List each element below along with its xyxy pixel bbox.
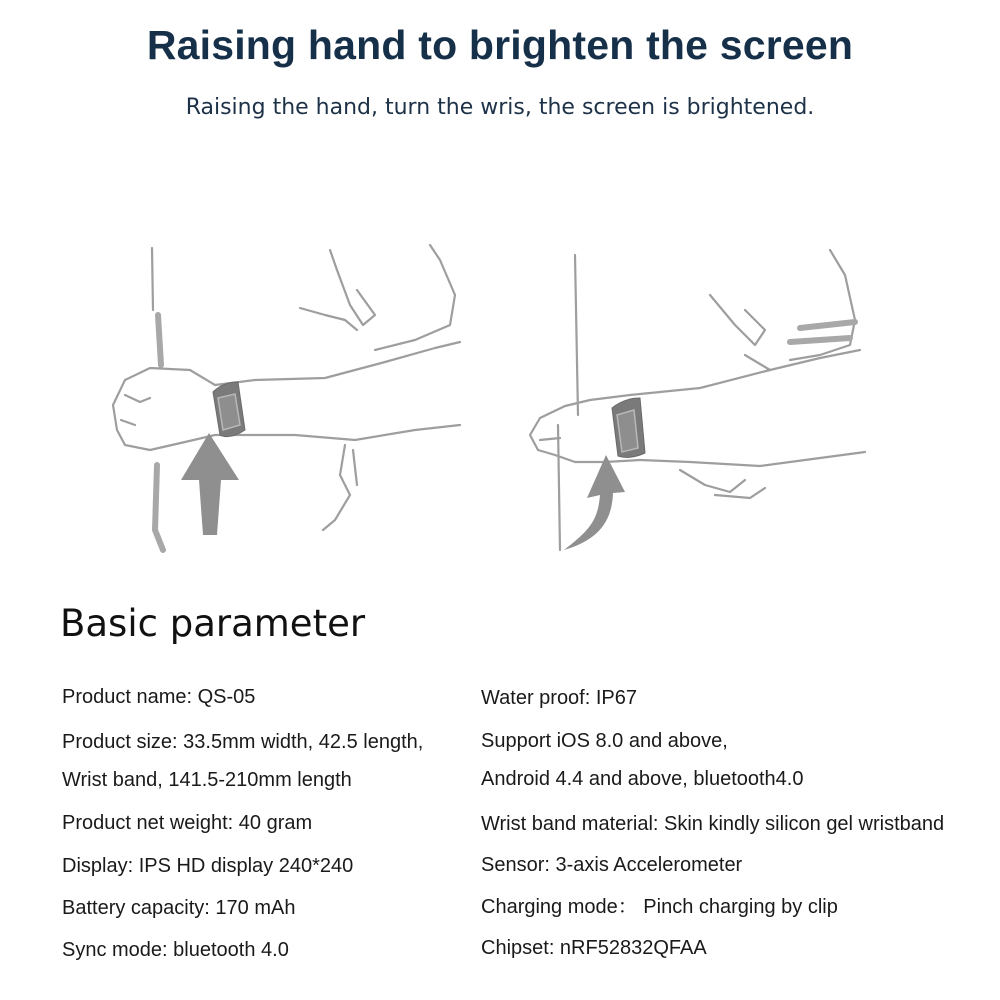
param-chipset: Chipset: nRF52832QFAA — [481, 937, 707, 959]
param-ios-support: Support iOS 8.0 and above, — [481, 730, 728, 752]
param-battery-capacity: Battery capacity: 170 mAh — [62, 897, 296, 919]
section-heading-basic-parameter: Basic parameter — [60, 602, 366, 645]
param-water-proof: Water proof: IP67 — [481, 687, 637, 709]
param-sensor: Sensor: 3-axis Accelerometer — [481, 854, 743, 876]
param-display: Display: IPS HD display 240*240 — [62, 855, 354, 877]
wrist-raise-illustration — [95, 230, 485, 570]
page-title: Raising hand to brighten the screen — [146, 22, 854, 68]
arm-sketch — [113, 245, 460, 550]
param-product-size: Product size: 33.5mm width, 42.5 length, — [62, 731, 424, 753]
param-android-support: Android 4.4 and above, bluetooth4.0 — [481, 768, 804, 790]
arm-sketch — [530, 250, 865, 550]
param-net-weight: Product net weight: 40 gram — [62, 812, 313, 834]
param-wrist-band-length: Wrist band, 141.5-210mm length — [62, 769, 352, 791]
arrow-up-icon — [181, 433, 239, 535]
param-product-name: Product name: QS-05 — [62, 686, 256, 708]
param-band-material: Wrist band material: Skin kindly silicon gel wristband — [481, 813, 945, 835]
watch-band — [612, 398, 645, 457]
page-subtitle: Raising the hand, turn the wris, the screen is brightened. — [185, 95, 815, 120]
param-charging-mode: Charging mode： Pinch charging by clip — [481, 896, 838, 918]
watch-band — [213, 382, 245, 437]
param-sync-mode: Sync mode: bluetooth 4.0 — [62, 939, 289, 961]
curved-arrow-icon — [564, 455, 625, 550]
wrist-turn-illustration — [520, 230, 910, 570]
